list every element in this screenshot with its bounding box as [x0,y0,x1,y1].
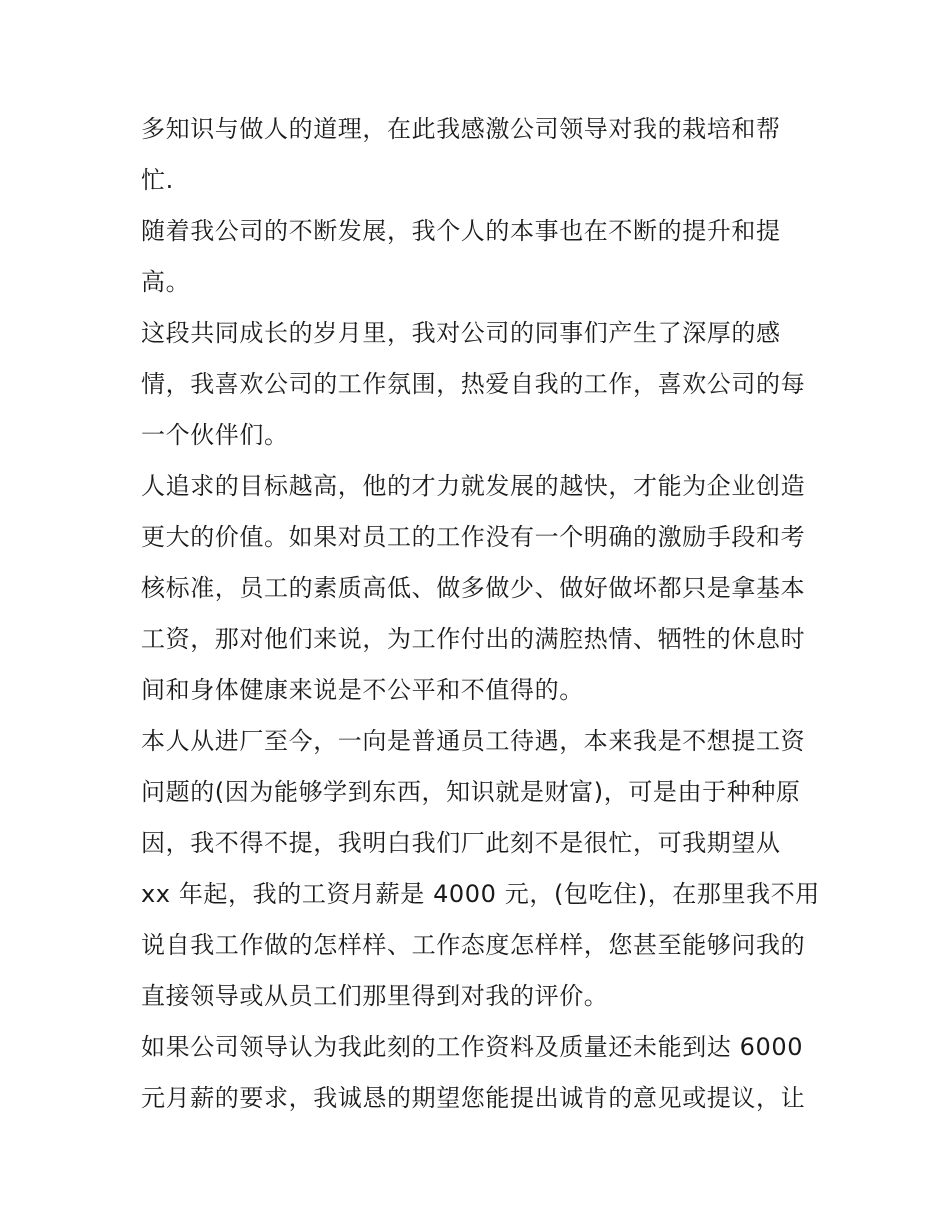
text-line: 忙. [141,166,174,194]
text-line: 直接领导或从员工们那里得到对我的评价。 [141,982,609,1010]
text-line: 问题的(因为能够学到东西，知识就是财富)，可是由于种种原 [141,778,801,806]
text-line: 这段共同成长的岁月里，我对公司的同事们产生了深厚的感 [141,319,781,347]
text-line: 核标准，员工的素质高低、做多做少、做好做坏都只是拿基本 [141,574,806,602]
text-line: 多知识与做人的道理，在此我感激公司领导对我的栽培和帮 [141,115,781,143]
text-line: 因，我不得不提，我明白我们厂此刻不是很忙，可我期望从 [141,829,781,857]
text-line: 如果公司领导认为我此刻的工作资料及质量还未能到达 6000 [141,1033,804,1061]
text-line: 更大的价值。如果对员工的工作没有一个明确的激励手段和考 [141,523,806,551]
text-line: 说自我工作做的怎样样、工作态度怎样样，您甚至能够问我的 [141,931,806,959]
text-line: 高。 [141,268,191,296]
body-text [141,104,820,1124]
text-line: 随着我公司的不断发展，我个人的本事也在不断的提升和提 [141,217,781,245]
text-line: 一个伙伴们。 [141,421,289,449]
text-line: 间和身体健康来说是不公平和不值得的。 [141,676,584,704]
text-line: 元月薪的要求，我诚恳的期望您能提出诚肯的意见或提议，让 [141,1084,806,1112]
text-line: 情，我喜欢公司的工作氛围，热爱自我的工作，喜欢公司的每 [141,370,806,398]
text-line: 人追求的目标越高，他的才力就发展的越快，才能为企业创造 [141,472,806,500]
text-line: 工资，那对他们来说，为工作付出的满腔热情、牺牲的休息时 [141,625,806,653]
text-line: 本人从进厂至今，一向是普通员工待遇，本来我是不想提工资 [141,727,806,755]
text-line: xx 年起，我的工资月薪是 4000 元，(包吃住)，在那里我不用 [141,880,820,908]
